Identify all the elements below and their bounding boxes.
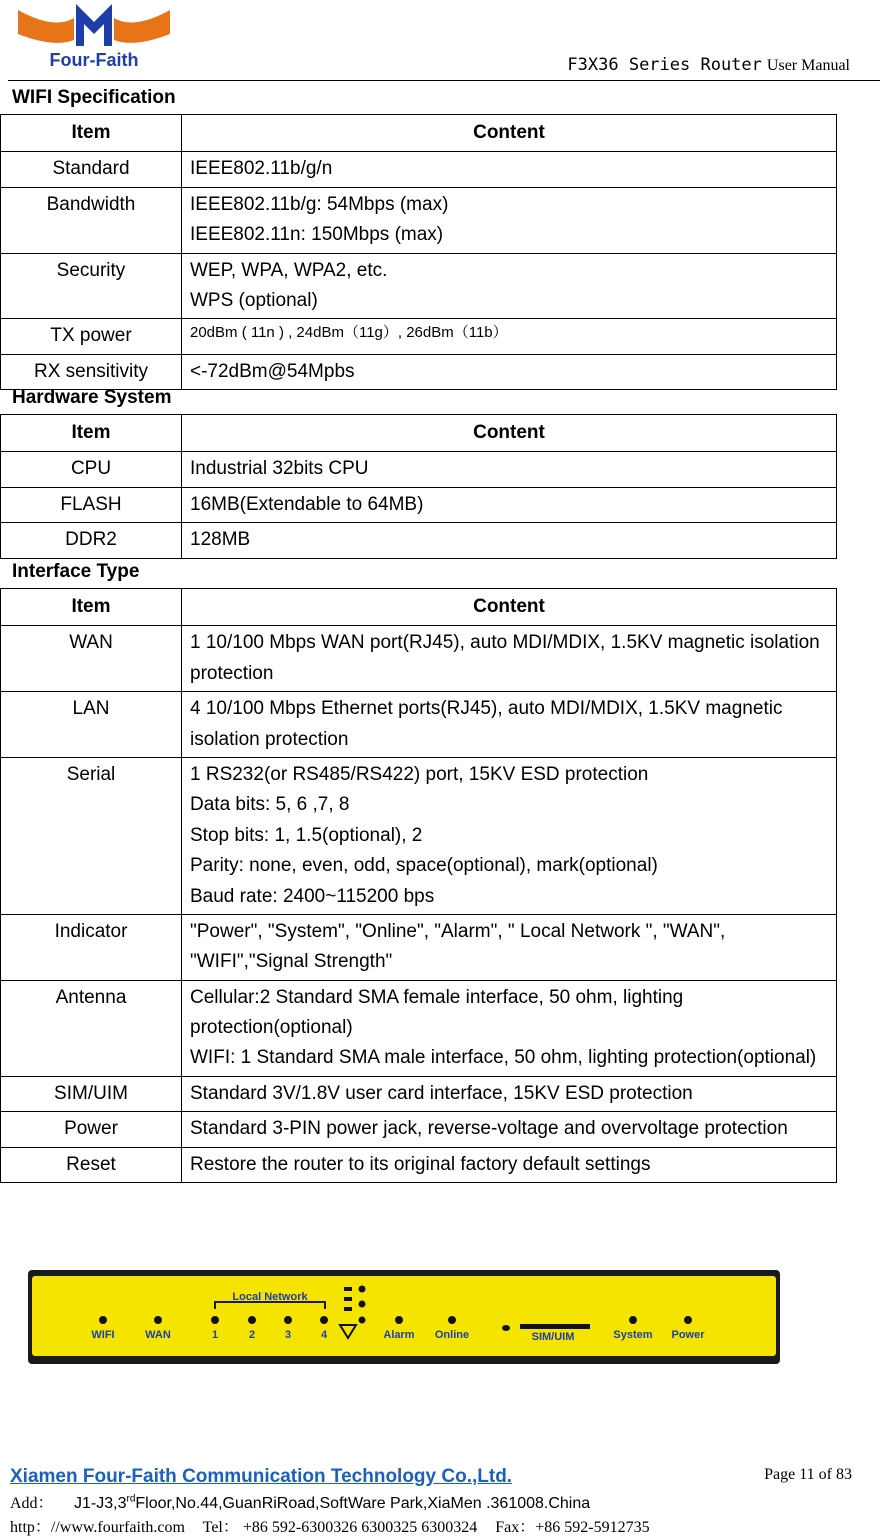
hardware-section-title: Hardware System xyxy=(12,387,172,408)
content-cell xyxy=(182,487,837,522)
alarm-led-label: Alarm xyxy=(383,1329,415,1341)
content-cell xyxy=(182,253,837,319)
column-header-content: Content xyxy=(182,115,837,152)
logo-text: Four-Faith xyxy=(49,50,139,70)
address-line xyxy=(10,1490,590,1513)
column-header-content: Content xyxy=(182,589,837,626)
online-led xyxy=(448,1316,456,1324)
router-front-panel xyxy=(28,1270,780,1364)
content-cell xyxy=(182,187,837,253)
lan3-led-label: 3 xyxy=(284,1329,292,1341)
lan2-led-label: 2 xyxy=(248,1329,256,1341)
table-row xyxy=(1,1112,837,1147)
lan1-led-label: 1 xyxy=(211,1329,219,1341)
wan-led-label: WAN xyxy=(145,1329,171,1341)
table-row xyxy=(1,980,837,1076)
lan2-led xyxy=(248,1316,256,1324)
content-cell xyxy=(182,354,837,389)
table-row xyxy=(1,487,837,522)
lan3-led xyxy=(284,1316,292,1324)
table-row xyxy=(1,187,837,253)
content-line: IEEE802.11b/g/n xyxy=(190,158,333,180)
wifi-led-label: WIFI xyxy=(91,1329,115,1341)
item-cell: Bandwidth xyxy=(1,187,182,253)
system-led-label: System xyxy=(613,1329,653,1341)
table-row xyxy=(1,914,837,980)
content-line: 1 10/100 Mbps WAN port(RJ45), auto MDI/MDIX, 1.5KV magnetic isolation protection xyxy=(190,632,820,684)
document-header xyxy=(567,54,850,75)
address-part: Floor,No.44,GuanRiRoad,SoftWare Park,XiaMen .361008.China xyxy=(135,1495,591,1512)
panel-body xyxy=(32,1276,776,1356)
wifi-spec-table xyxy=(0,114,837,390)
lan4-led-label: 4 xyxy=(320,1329,328,1341)
fax: Fax：+86 592-5912735 xyxy=(495,1519,650,1536)
content-line: 16MB(Extendable to 64MB) xyxy=(190,493,424,515)
table-row xyxy=(1,354,837,389)
table-row xyxy=(1,523,837,558)
content-cell xyxy=(182,980,837,1076)
content-line: 4 10/100 Mbps Ethernet ports(RJ45), auto MDI/MDIX, 1.5KV magnetic isolation protection xyxy=(190,698,783,750)
page-number: Page 11 of 83 xyxy=(764,1466,852,1483)
item-cell: SIM/UIM xyxy=(1,1076,182,1111)
table-header-row xyxy=(1,115,837,152)
wifi-led xyxy=(99,1316,107,1324)
item-cell: Reset xyxy=(1,1147,182,1182)
item-cell: LAN xyxy=(1,692,182,758)
content-line: WPS (optional) xyxy=(190,289,318,311)
item-cell: DDR2 xyxy=(1,523,182,558)
item-cell: Serial xyxy=(1,757,182,914)
content-cell xyxy=(182,692,837,758)
table-row xyxy=(1,626,837,692)
content-line: WEP, WPA, WPA2, etc. xyxy=(190,259,388,281)
wan-led xyxy=(154,1316,162,1324)
content-line: Stop bits: 1, 1.5(optional), 2 xyxy=(190,824,423,846)
content-line: <-72dBm@54Mpbs xyxy=(190,360,355,382)
interface-section-title: Interface Type xyxy=(12,561,140,582)
local-network-label: Local Network xyxy=(232,1291,308,1303)
content-line: Standard 3-PIN power jack, reverse-voltage and overvoltage protection xyxy=(190,1118,788,1140)
table-row xyxy=(1,152,837,187)
table-header-row xyxy=(1,589,837,626)
item-cell: CPU xyxy=(1,452,182,487)
table-row xyxy=(1,452,837,487)
content-line: Restore the router to its original factory default settings xyxy=(190,1153,651,1175)
column-header-item: Item xyxy=(1,115,182,152)
item-cell: WAN xyxy=(1,626,182,692)
manual-label: User Manual xyxy=(766,57,850,74)
content-line: Industrial 32bits CPU xyxy=(190,458,369,480)
item-cell: Security xyxy=(1,253,182,319)
content-cell xyxy=(182,757,837,914)
item-cell: Power xyxy=(1,1112,182,1147)
content-cell xyxy=(182,626,837,692)
header-divider xyxy=(8,80,880,81)
address-label: Add： xyxy=(10,1495,54,1512)
content-cell xyxy=(182,914,837,980)
content-line: IEEE802.11b/g: 54Mbps (max) xyxy=(190,193,449,215)
column-header-item: Item xyxy=(1,415,182,452)
item-cell: Antenna xyxy=(1,980,182,1076)
content-line: Baud rate: 2400~115200 bps xyxy=(190,885,435,907)
item-cell: Indicator xyxy=(1,914,182,980)
content-line: Cellular:2 Standard SMA female interface, 50 ohm, lighting protection(optional) xyxy=(190,986,684,1039)
item-cell: TX power xyxy=(1,319,182,354)
sim-slot-label: SIM/UIM xyxy=(531,1331,575,1343)
item-cell: RX sensitivity xyxy=(1,354,182,389)
four-faith-logo xyxy=(14,0,174,72)
content-line: 20dBm ( 11n ) , 24dBm（11g）, 26dBm（11b） xyxy=(190,324,508,342)
content-cell xyxy=(182,1076,837,1111)
website-link[interactable]: http：//www.fourfaith.com xyxy=(10,1519,185,1536)
content-cell xyxy=(182,523,837,558)
table-header-row xyxy=(1,415,837,452)
online-led-label: Online xyxy=(434,1329,470,1341)
content-line: "Power", "System", "Online", "Alarm", " Local Network ", "WAN", "WIFI","Signal Strength" xyxy=(190,920,726,973)
product-name: F3X36 Series Router xyxy=(567,55,762,75)
content-cell xyxy=(182,1147,837,1182)
content-line: WIFI: 1 Standard SMA male interface, 50 ohm, lighting protection(optional) xyxy=(190,1047,817,1069)
content-cell xyxy=(182,319,837,354)
content-cell xyxy=(182,452,837,487)
address-superscript: rd xyxy=(126,1493,136,1505)
wifi-section-title: WIFI Specification xyxy=(12,87,176,108)
column-header-item: Item xyxy=(1,589,182,626)
content-line: IEEE802.11n: 150Mbps (max) xyxy=(190,224,444,246)
table-row xyxy=(1,253,837,319)
power-led-label: Power xyxy=(671,1329,705,1341)
reset-hole xyxy=(502,1325,510,1331)
lan4-led xyxy=(320,1316,328,1324)
column-header-content: Content xyxy=(182,415,837,452)
table-row xyxy=(1,319,837,354)
table-row xyxy=(1,692,837,758)
table-row xyxy=(1,757,837,914)
hardware-spec-table xyxy=(0,414,837,559)
power-led xyxy=(684,1316,692,1324)
address-part: J1-J3,3 xyxy=(74,1495,127,1512)
content-line: 1 RS232(or RS485/RS422) port, 15KV ESD protection xyxy=(190,763,649,785)
interface-spec-table xyxy=(0,588,837,1183)
lan1-led xyxy=(211,1316,219,1324)
content-line: Standard 3V/1.8V user card interface, 15KV ESD protection xyxy=(190,1082,693,1104)
content-line: Parity: none, even, odd, space(optional), mark(optional) xyxy=(190,855,658,877)
content-line: 128MB xyxy=(190,529,251,551)
content-cell xyxy=(182,1112,837,1147)
system-led xyxy=(629,1316,637,1324)
content-cell xyxy=(182,152,837,187)
item-cell: FLASH xyxy=(1,487,182,522)
sim-card-slot xyxy=(520,1324,590,1329)
item-cell: Standard xyxy=(1,152,182,187)
alarm-led xyxy=(395,1316,403,1324)
table-row xyxy=(1,1076,837,1111)
company-name-link[interactable]: Xiamen Four-Faith Communication Technology Co.,Ltd. xyxy=(10,1466,513,1487)
content-line: Data bits: 5, 6 ,7, 8 xyxy=(190,794,350,816)
telephone: Tel： +86 592-6300326 6300325 6300324 xyxy=(202,1519,478,1536)
table-row xyxy=(1,1147,837,1182)
